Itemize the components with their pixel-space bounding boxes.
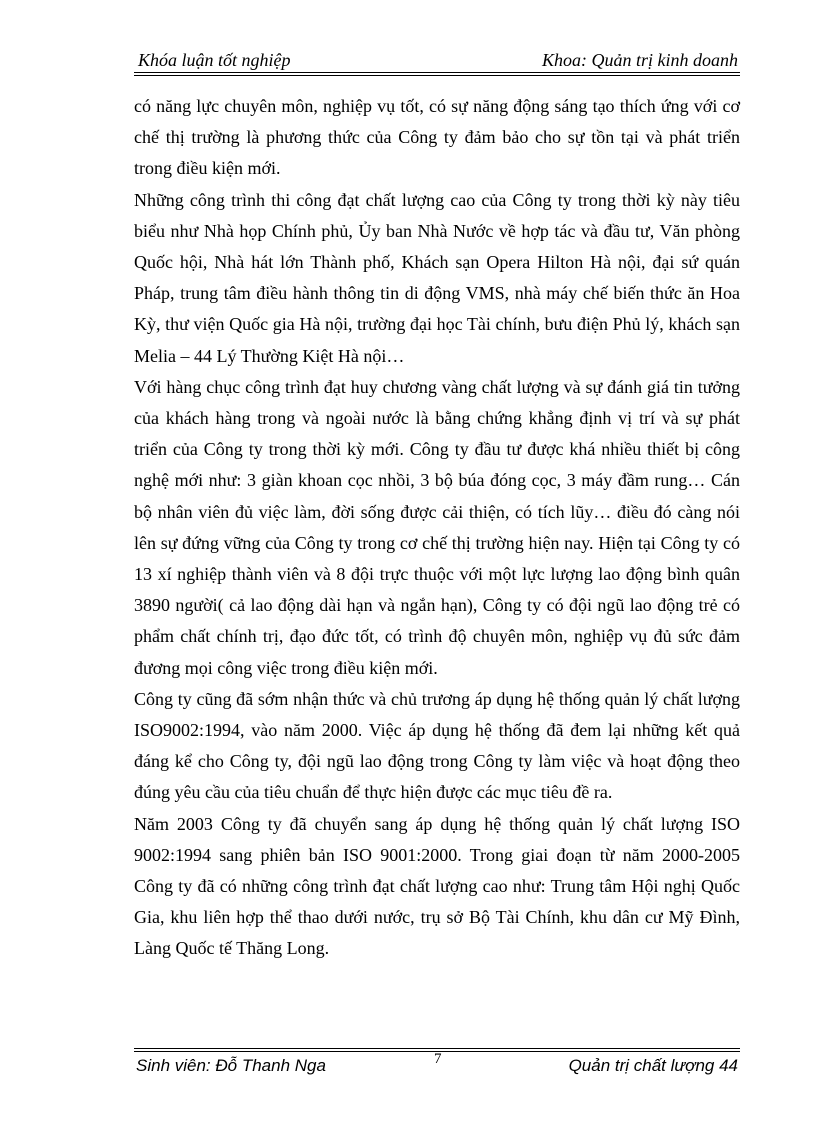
paragraph-2: Những công trình thi công đạt chất lượng cao của Công ty trong thời kỳ này tiêu biểu như Nhà họp Chính phủ, Ủy ban Nhà Nước về hợp tác và đầu tư, Văn phòng Quốc hội, Nhà hát lớn Thành phố, Khách sạn Opera Hilton Hà nội, đại sứ quán Pháp, trung tâm điều hành thông tin di động VMS, nhà máy chế biến thức ăn Hoa Kỳ, thư viện Quốc gia Hà nội, trường đại học Tài chính, bưu điện Phủ lý, khách sạn Melia – 44 Lý Thường Kiệt Hà nội… <box>134 189 740 366</box>
header-divider-secondary <box>134 75 740 76</box>
header-thesis-title: Khóa luận tốt nghiệp <box>138 50 291 70</box>
page-number: 7 <box>434 1051 442 1067</box>
footer-student-name: Sinh viên: Đỗ Thanh Nga <box>136 1056 326 1075</box>
footer-class: Quản trị chất lượng 44 <box>568 1056 738 1075</box>
page-footer <box>134 1053 740 1079</box>
paragraph-5: Năm 2003 Công ty đã chuyển sang áp dụng hệ thống quản lý chất lượng ISO 9002:1994 sang phiên bản ISO 9001:2000. Trong giai đoạn từ năm 2000-2005 Công ty đã có những công trình đạt chất lượng cao như: Trung tâm Hội nghị Quốc Gia, khu liên hợp thể thao dưới nước, trụ sở Bộ Tài Chính, khu dân cư Mỹ Đình, Làng Quốc tế Thăng Long. <box>134 813 740 959</box>
paragraph-4: Công ty cũng đã sớm nhận thức và chủ trương áp dụng hệ thống quản lý chất lượng ISO9002:1994, vào năm 2000. Việc áp dụng hệ thống đã đem lại những kết quả đáng kể cho Công ty, đội ngũ lao động trong Công ty làm việc và hoạt động theo đúng yêu cầu của tiêu chuẩn để thực hiện được các mục tiêu đề ra. <box>134 688 740 803</box>
page-body <box>134 91 740 965</box>
footer-divider <box>134 1048 740 1049</box>
header-faculty: Khoa: Quản trị kinh doanh <box>542 50 738 70</box>
paragraph-1: có năng lực chuyên môn, nghiệp vụ tốt, có sự năng động sáng tạo thích ứng với cơ chế thị trường là phương thức của Công ty đảm bảo cho sự tồn tại và phát triển trong điều kiện mới. <box>134 96 740 179</box>
paragraph-3: Với hàng chục công trình đạt huy chương vàng chất lượng và sự đánh giá tin tưởng của khách hàng trong và ngoài nước là bằng chứng khẳng định vị trí và sự phát triển của Công ty trong thời kỳ mới. Công ty đầu tư được khá nhiều thiết bị công nghệ mới như: 3 giàn khoan cọc nhồi, 3 bộ búa đóng cọc, 3 máy đầm rung… Cán bộ nhân viên đủ việc làm, đời sống được cải thiện, có tích lũy… điều đó càng nói lên sự đứng vững của Công ty trong cơ chế thị trường hiện nay. Hiện tại Công ty có 13 xí nghiệp thành viên và 8 đội trực thuộc với một lực lượng lao động bình quân 3890 người( cả lao động dài hạn và ngắn hạn), Công ty có đội ngũ lao động trẻ có phẩm chất chính trị, đạo đức tốt, có trình độ chuyên môn, nghiệp vụ đủ sức đảm đương mọi công việc trong điều kiện mới. <box>134 376 740 678</box>
page-header <box>134 48 740 74</box>
header-divider <box>134 72 740 73</box>
